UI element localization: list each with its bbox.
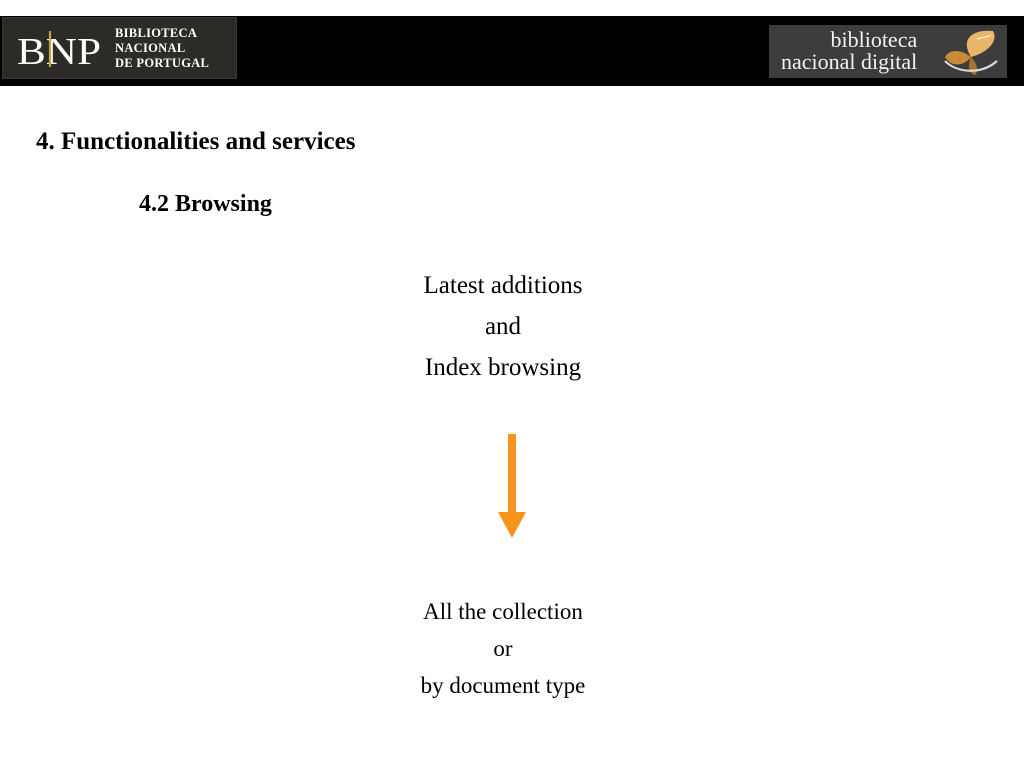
bnp-mark-icon [17, 28, 103, 70]
bottom-line-2: or [493, 636, 513, 661]
bnp-logo-line-3: DE PORTUGAL [115, 56, 210, 70]
bnd-logo [769, 25, 1007, 78]
bnp-logo-line-2: NACIONAL [115, 41, 186, 55]
bnd-logo-text [781, 29, 917, 73]
top-line-2: and [484, 313, 522, 340]
top-line-3: Index browsing [424, 354, 582, 381]
arrow-shaft [508, 434, 516, 514]
top-text-block [303, 269, 703, 392]
bottom-line-3: by document type [420, 673, 586, 698]
bnd-logo-line-1: biblioteca [830, 27, 918, 52]
top-line-1: Latest additions [423, 272, 583, 299]
bottom-line-1: All the collection [423, 599, 583, 624]
bnp-logo [2, 17, 237, 79]
arrow-head [498, 512, 526, 538]
bnp-logo-line-1: BIBLIOTECA [115, 26, 198, 40]
bnp-mark-text: BNP [17, 31, 101, 70]
bnp-logo-words [115, 27, 209, 70]
butterfly-icon [941, 27, 1003, 77]
down-arrow-icon [498, 434, 526, 538]
slide-subheading: 4.2 Browsing [139, 191, 272, 217]
bottom-text-block [303, 596, 703, 707]
slide-heading: 4. Functionalities and services [36, 128, 356, 155]
bnd-logo-line-2: nacional digital [781, 49, 918, 74]
